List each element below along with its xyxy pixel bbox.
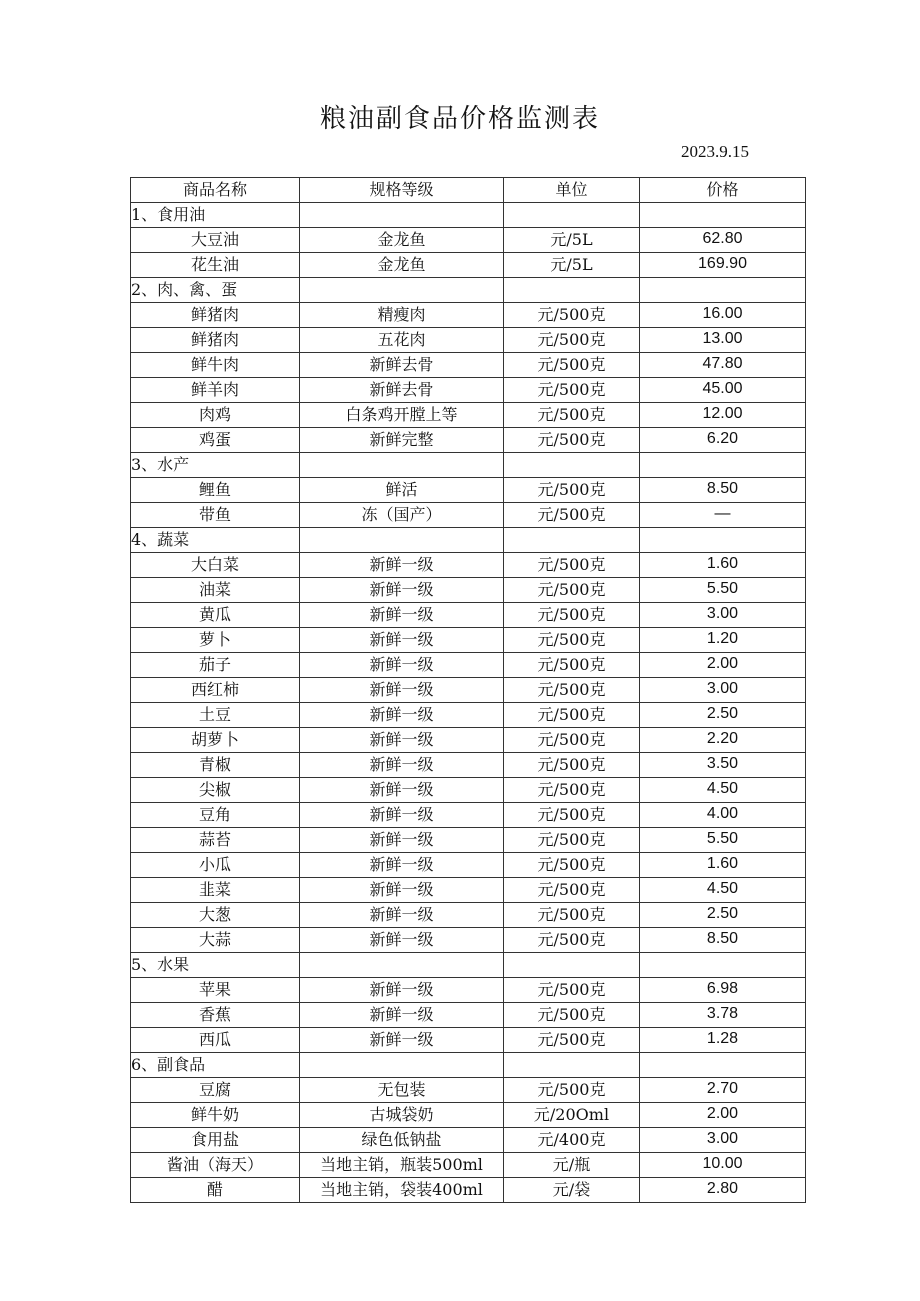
item-unit: 元/500克 (504, 1028, 640, 1053)
item-unit: 元/500克 (504, 703, 640, 728)
item-spec: 新鲜一级 (300, 603, 504, 628)
item-unit: 元/500克 (504, 1003, 640, 1028)
item-unit: 元/500克 (504, 678, 640, 703)
item-price: 3.00 (640, 678, 806, 703)
item-spec: 无包装 (300, 1078, 504, 1103)
empty-cell (504, 203, 640, 228)
empty-cell (640, 203, 806, 228)
table-row (131, 778, 806, 803)
item-price: 4.50 (640, 778, 806, 803)
item-name: 小瓜 (131, 853, 300, 878)
price-table-body (131, 178, 806, 1203)
category-label: 3、水产 (131, 453, 300, 478)
item-price: 3.00 (640, 603, 806, 628)
item-name: 黄瓜 (131, 603, 300, 628)
table-row (131, 228, 806, 253)
item-unit: 元/400克 (504, 1128, 640, 1153)
item-unit: 元/20Oml (504, 1103, 640, 1128)
category-label: 5、水果 (131, 953, 300, 978)
table-row (131, 1153, 806, 1178)
table-row (131, 478, 806, 503)
item-spec: 五花肉 (300, 328, 504, 353)
item-name: 尖椒 (131, 778, 300, 803)
item-name: 西红柿 (131, 678, 300, 703)
item-spec: 金龙鱼 (300, 253, 504, 278)
item-price: 4.50 (640, 878, 806, 903)
item-name: 豆角 (131, 803, 300, 828)
item-name: 西瓜 (131, 1028, 300, 1053)
item-name: 花生油 (131, 253, 300, 278)
item-spec: 金龙鱼 (300, 228, 504, 253)
table-header-row (131, 178, 806, 203)
item-price: 2.20 (640, 728, 806, 753)
item-price: 1.60 (640, 853, 806, 878)
table-row (131, 328, 806, 353)
table-row (131, 403, 806, 428)
item-name: 鲜羊肉 (131, 378, 300, 403)
category-label: 4、蔬菜 (131, 528, 300, 553)
table-row (131, 753, 806, 778)
table-row (131, 803, 806, 828)
item-name: 土豆 (131, 703, 300, 728)
item-spec: 精瘦肉 (300, 303, 504, 328)
item-unit: 元/500克 (504, 328, 640, 353)
item-spec: 新鲜一级 (300, 928, 504, 953)
item-spec: 新鲜一级 (300, 753, 504, 778)
empty-cell (640, 953, 806, 978)
item-unit: 元/500克 (504, 753, 640, 778)
category-label: 1、食用油 (131, 203, 300, 228)
category-row (131, 528, 806, 553)
item-spec: 新鲜一级 (300, 903, 504, 928)
item-unit: 元/500克 (504, 428, 640, 453)
item-name: 香蕉 (131, 1003, 300, 1028)
item-price: 2.50 (640, 703, 806, 728)
item-name: 大白菜 (131, 553, 300, 578)
empty-cell (640, 453, 806, 478)
category-row (131, 1053, 806, 1078)
item-price: 6.20 (640, 428, 806, 453)
item-unit: 元/500克 (504, 303, 640, 328)
table-row (131, 1078, 806, 1103)
item-spec: 冻（国产） (300, 503, 504, 528)
item-price: 5.50 (640, 828, 806, 853)
item-unit: 元/500克 (504, 928, 640, 953)
table-row (131, 978, 806, 1003)
empty-cell (300, 203, 504, 228)
table-row (131, 828, 806, 853)
item-unit: 元/500克 (504, 578, 640, 603)
item-spec: 新鲜一级 (300, 653, 504, 678)
table-row (131, 503, 806, 528)
item-price: 1.20 (640, 628, 806, 653)
category-row (131, 203, 806, 228)
item-price: 13.00 (640, 328, 806, 353)
table-row (131, 703, 806, 728)
empty-cell (300, 953, 504, 978)
empty-cell (300, 278, 504, 303)
item-spec: 白条鸡开膛上等 (300, 403, 504, 428)
table-row (131, 1028, 806, 1053)
table-row (131, 553, 806, 578)
header-unit: 单位 (504, 178, 640, 203)
item-unit: 元/500克 (504, 778, 640, 803)
item-unit: 元/500克 (504, 653, 640, 678)
item-spec: 新鲜一级 (300, 1003, 504, 1028)
item-unit: 元/500克 (504, 878, 640, 903)
item-spec: 新鲜一级 (300, 628, 504, 653)
item-price: 45.00 (640, 378, 806, 403)
table-row (131, 728, 806, 753)
item-price: 1.28 (640, 1028, 806, 1053)
table-row (131, 653, 806, 678)
item-spec: 当地主销，瓶装500ml (300, 1153, 504, 1178)
table-row (131, 1003, 806, 1028)
item-spec: 新鲜一级 (300, 803, 504, 828)
item-name: 大豆油 (131, 228, 300, 253)
item-unit: 元/500克 (504, 478, 640, 503)
item-name: 豆腐 (131, 1078, 300, 1103)
category-row (131, 278, 806, 303)
item-name: 蒜苔 (131, 828, 300, 853)
item-price: — (640, 503, 806, 528)
item-spec: 古城袋奶 (300, 1103, 504, 1128)
item-spec: 新鲜完整 (300, 428, 504, 453)
table-row (131, 378, 806, 403)
item-price: 3.00 (640, 1128, 806, 1153)
empty-cell (300, 1053, 504, 1078)
item-name: 茄子 (131, 653, 300, 678)
empty-cell (640, 528, 806, 553)
item-spec: 新鲜去骨 (300, 378, 504, 403)
item-name: 肉鸡 (131, 403, 300, 428)
table-row (131, 253, 806, 278)
empty-cell (640, 278, 806, 303)
item-spec: 新鲜一级 (300, 878, 504, 903)
item-spec: 新鲜一级 (300, 828, 504, 853)
table-row (131, 853, 806, 878)
category-label: 6、副食品 (131, 1053, 300, 1078)
empty-cell (504, 953, 640, 978)
header-spec: 规格等级 (300, 178, 504, 203)
header-name: 商品名称 (131, 178, 300, 203)
item-unit: 元/500克 (504, 403, 640, 428)
empty-cell (300, 453, 504, 478)
item-name: 鲜牛肉 (131, 353, 300, 378)
item-spec: 新鲜一级 (300, 553, 504, 578)
item-name: 青椒 (131, 753, 300, 778)
item-price: 4.00 (640, 803, 806, 828)
item-name: 鸡蛋 (131, 428, 300, 453)
item-price: 8.50 (640, 478, 806, 503)
table-row (131, 928, 806, 953)
table-row (131, 1103, 806, 1128)
item-price: 8.50 (640, 928, 806, 953)
item-spec: 新鲜一级 (300, 853, 504, 878)
table-row (131, 428, 806, 453)
page-title: 粮油副食品价格监测表 (319, 104, 600, 134)
table-row (131, 1128, 806, 1153)
item-name: 鲜猪肉 (131, 303, 300, 328)
item-price: 10.00 (640, 1153, 806, 1178)
item-name: 酱油（海天） (131, 1153, 300, 1178)
price-table (130, 177, 806, 1203)
item-name: 鲜牛奶 (131, 1103, 300, 1128)
empty-cell (640, 1053, 806, 1078)
item-price: 169.90 (640, 253, 806, 278)
item-spec: 新鲜一级 (300, 678, 504, 703)
item-spec: 新鲜一级 (300, 578, 504, 603)
item-unit: 元/500克 (504, 803, 640, 828)
item-name: 苹果 (131, 978, 300, 1003)
item-unit: 元/500克 (504, 353, 640, 378)
table-row (131, 628, 806, 653)
item-price: 16.00 (640, 303, 806, 328)
category-row (131, 953, 806, 978)
item-price: 1.60 (640, 553, 806, 578)
empty-cell (504, 528, 640, 553)
report-date: 2023.9.15 (681, 142, 749, 161)
empty-cell (504, 1053, 640, 1078)
item-price: 3.78 (640, 1003, 806, 1028)
item-unit: 元/500克 (504, 853, 640, 878)
item-spec: 新鲜一级 (300, 778, 504, 803)
item-name: 鲤鱼 (131, 478, 300, 503)
category-label: 2、肉、禽、蛋 (131, 278, 300, 303)
item-name: 大葱 (131, 903, 300, 928)
item-name: 鲜猪肉 (131, 328, 300, 353)
item-unit: 元/500克 (504, 378, 640, 403)
table-row (131, 1178, 806, 1203)
item-spec: 当地主销，袋装400ml (300, 1178, 504, 1203)
item-unit: 元/500克 (504, 1078, 640, 1103)
item-spec: 鲜活 (300, 478, 504, 503)
table-row (131, 903, 806, 928)
empty-cell (504, 453, 640, 478)
category-row (131, 453, 806, 478)
item-name: 韭菜 (131, 878, 300, 903)
item-unit: 元/500克 (504, 978, 640, 1003)
item-price: 3.50 (640, 753, 806, 778)
item-unit: 元/500克 (504, 503, 640, 528)
table-row (131, 603, 806, 628)
item-unit: 元/5L (504, 253, 640, 278)
item-name: 带鱼 (131, 503, 300, 528)
item-unit: 元/500克 (504, 728, 640, 753)
item-unit: 元/500克 (504, 603, 640, 628)
item-name: 油菜 (131, 578, 300, 603)
item-price: 2.70 (640, 1078, 806, 1103)
item-unit: 元/瓶 (504, 1153, 640, 1178)
item-price: 2.00 (640, 1103, 806, 1128)
item-price: 6.98 (640, 978, 806, 1003)
item-unit: 元/5L (504, 228, 640, 253)
item-unit: 元/500克 (504, 553, 640, 578)
item-price: 47.80 (640, 353, 806, 378)
table-row (131, 878, 806, 903)
item-price: 62.80 (640, 228, 806, 253)
table-row (131, 678, 806, 703)
item-spec: 绿色低钠盐 (300, 1128, 504, 1153)
item-name: 醋 (131, 1178, 300, 1203)
item-unit: 元/500克 (504, 903, 640, 928)
item-price: 2.00 (640, 653, 806, 678)
item-name: 胡萝卜 (131, 728, 300, 753)
item-price: 2.50 (640, 903, 806, 928)
item-name: 食用盐 (131, 1128, 300, 1153)
table-row (131, 578, 806, 603)
item-price: 5.50 (640, 578, 806, 603)
item-unit: 元/袋 (504, 1178, 640, 1203)
item-spec: 新鲜一级 (300, 703, 504, 728)
item-unit: 元/500克 (504, 828, 640, 853)
item-name: 大蒜 (131, 928, 300, 953)
table-row (131, 353, 806, 378)
item-price: 2.80 (640, 1178, 806, 1203)
item-spec: 新鲜一级 (300, 1028, 504, 1053)
empty-cell (504, 278, 640, 303)
item-spec: 新鲜去骨 (300, 353, 504, 378)
item-name: 萝卜 (131, 628, 300, 653)
empty-cell (300, 528, 504, 553)
item-spec: 新鲜一级 (300, 728, 504, 753)
item-unit: 元/500克 (504, 628, 640, 653)
item-price: 12.00 (640, 403, 806, 428)
item-spec: 新鲜一级 (300, 978, 504, 1003)
header-price: 价格 (640, 178, 806, 203)
table-row (131, 303, 806, 328)
